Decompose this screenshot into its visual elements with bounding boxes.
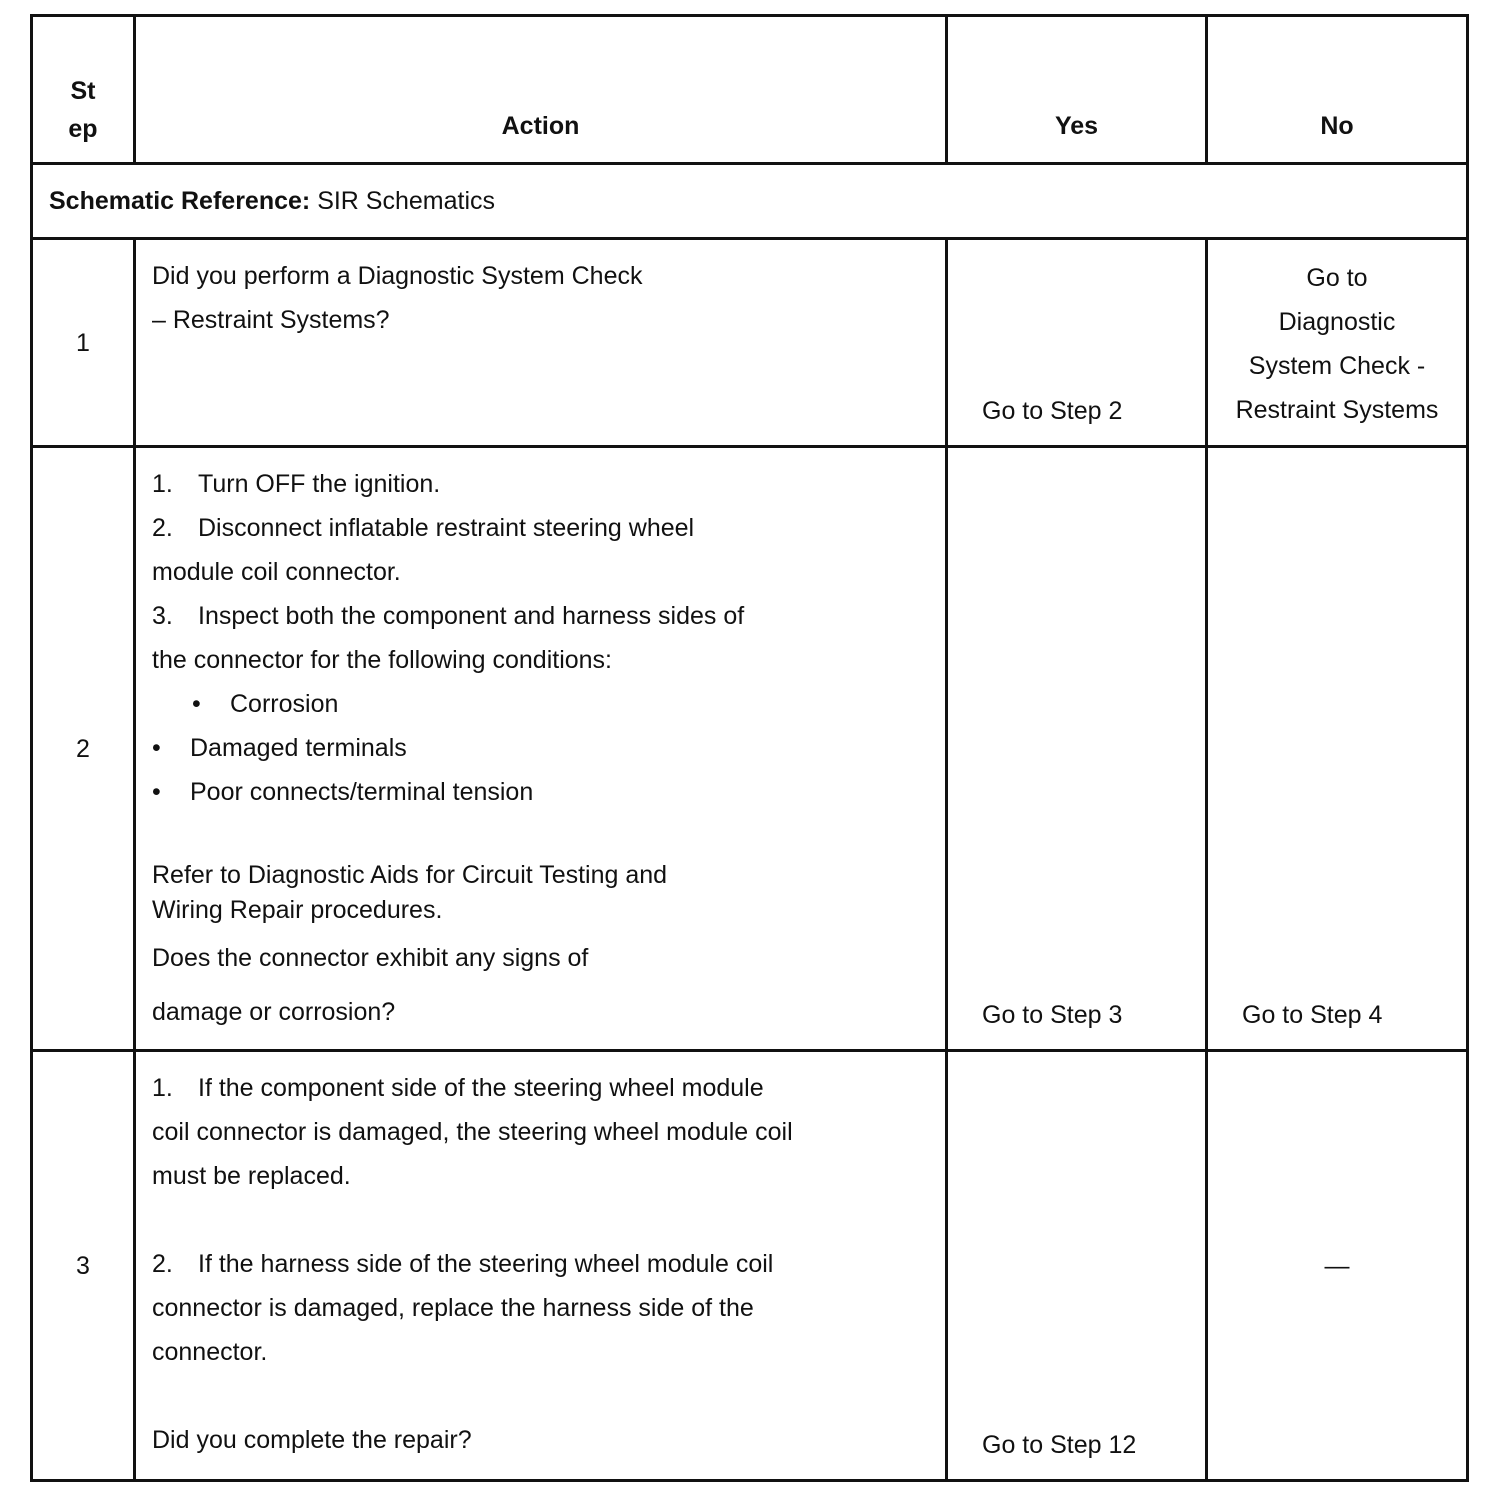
item-continuation: coil connector is damaged, the steering wheel module coil [152,1118,793,1146]
schematic-label: Schematic Reference: [49,187,311,215]
item-number: 2. [152,1250,173,1278]
item-text: If the component side of the steering wheel module [198,1074,764,1102]
item-continuation: module coil connector. [152,558,401,586]
list-item [152,1066,929,1110]
item-continuation: connector is damaged, replace the harness side of the [152,1294,754,1322]
step-number: 3 [32,1051,135,1481]
yes-cell: Go to Step 3 [947,447,1207,1051]
item-number: 1. [152,1074,173,1102]
item-text: Disconnect inflatable restraint steering wheel [198,514,695,542]
action-header: Action [135,16,947,164]
bullet-icon: • [192,690,201,718]
item-continuation: the connector for the following conditions: [152,646,612,674]
bullet-icon: • [152,734,161,762]
refer-note [152,858,929,928]
list-item [152,594,929,638]
list-item [152,1242,929,1286]
diagnostic-table [30,14,1469,1482]
action-cell [135,447,947,1051]
spacer [152,1198,929,1242]
step-header-part-2: ep [68,115,98,143]
step-header [32,16,135,164]
item-text: Inspect both the component and harness sides of [198,602,745,630]
item-number: 1. [152,470,173,498]
spacer [152,814,929,858]
question-line: Did you complete the repair? [152,1426,472,1454]
no-line: Go to [1306,264,1368,292]
refer-line: Refer to Diagnostic Aids for Circuit Testing and [152,861,668,889]
item-text: If the harness side of the steering wheel module coil [198,1250,774,1278]
table-row [32,239,1468,447]
no-line: Restraint Systems [1235,396,1439,424]
question-line: Does the connector exhibit any signs of [152,944,589,972]
bullet-item [152,726,929,770]
no-line: Diagnostic [1278,308,1396,336]
bullet-text: Corrosion [230,690,339,718]
no-cell: Go to Step 4 [1207,447,1468,1051]
step-number: 1 [32,239,135,447]
no-cell: — [1207,1051,1468,1481]
action-cell [135,1051,947,1481]
table-row [32,447,1468,1051]
item-number: 2. [152,514,173,542]
action-line: – Restraint Systems? [152,306,390,334]
bullet-item [152,682,929,726]
refer-line: Wiring Repair procedures. [152,896,443,924]
bullet-icon: • [152,778,161,806]
no-line: System Check - [1248,352,1426,380]
header-row [32,16,1468,164]
list-item [152,506,929,550]
no-header: No [1207,16,1468,164]
bullet-text: Damaged terminals [190,734,407,762]
bullet-item [152,770,929,814]
spacer [152,1374,929,1418]
no-cell [1207,239,1468,447]
item-text: Turn OFF the ignition. [198,470,441,498]
list-item [152,462,929,506]
yes-cell: Go to Step 2 [947,239,1207,447]
yes-header: Yes [947,16,1207,164]
item-continuation: connector. [152,1338,268,1366]
schematic-row [32,164,1468,239]
action-line: Did you perform a Diagnostic System Check [152,262,643,290]
step-number: 2 [32,447,135,1051]
question-line: damage or corrosion? [152,998,396,1026]
bullet-text: Poor connects/terminal tension [190,778,534,806]
step-header-part-1: St [70,77,96,105]
item-continuation: must be replaced. [152,1162,351,1190]
schematic-link: SIR Schematics [317,187,496,215]
action-cell [135,239,947,447]
table-row [32,1051,1468,1481]
schematic-reference [32,164,1468,239]
item-number: 3. [152,602,173,630]
yes-cell: Go to Step 12 [947,1051,1207,1481]
